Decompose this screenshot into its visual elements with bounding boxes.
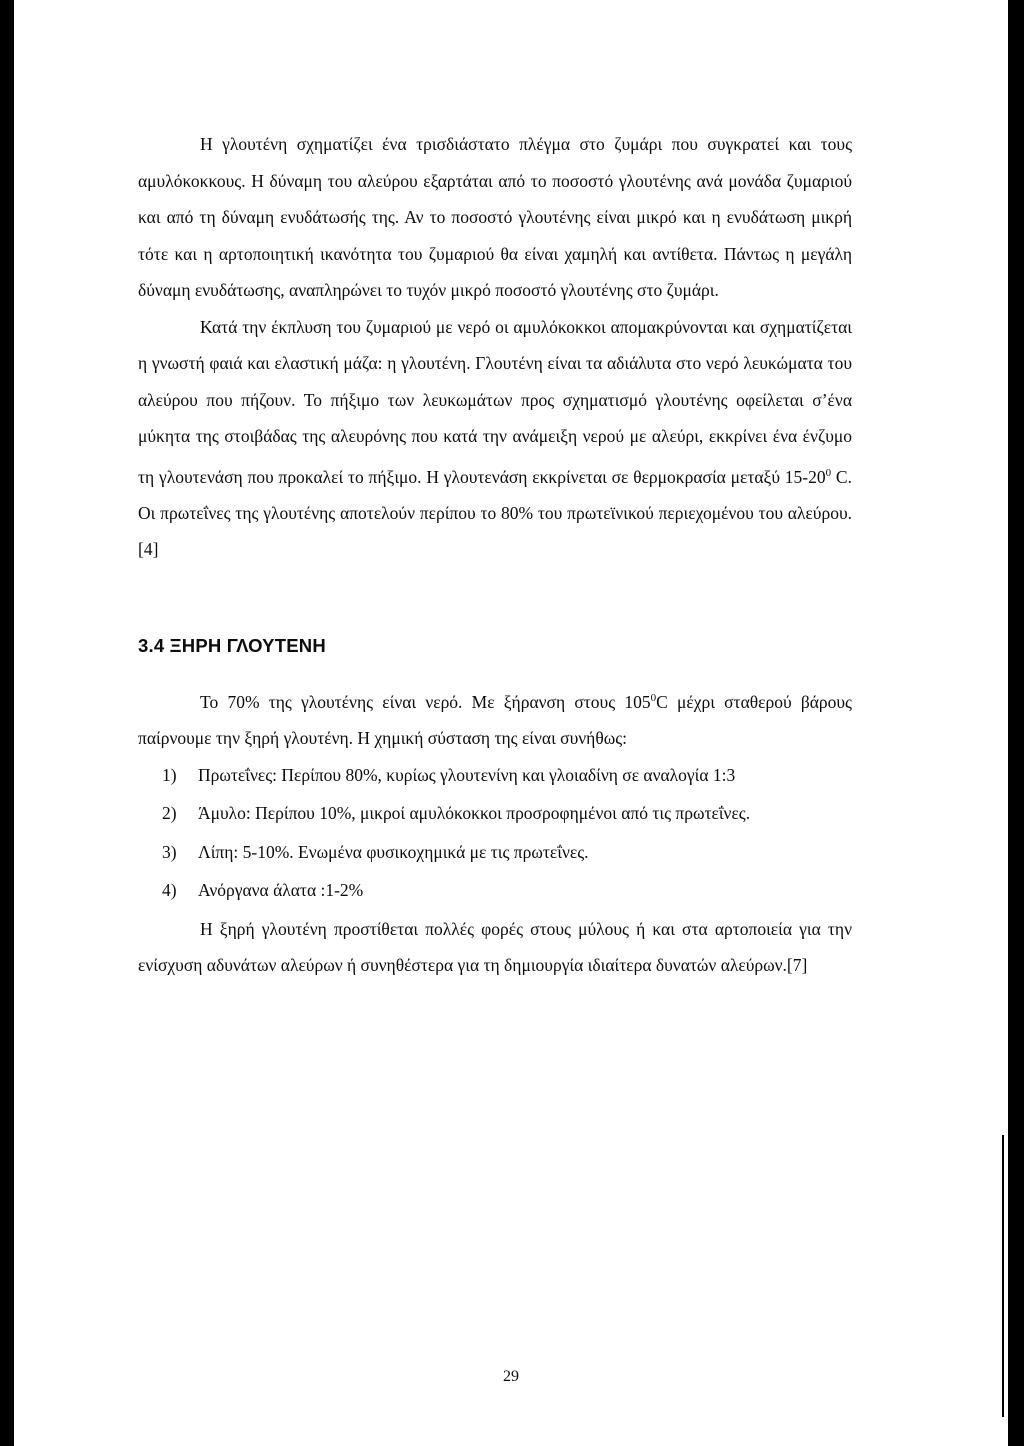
section-body [138, 680, 852, 984]
degree-superscript: 0 [650, 691, 657, 704]
list-item [138, 795, 852, 832]
list-item-number: 2) [162, 803, 177, 824]
document-page [14, 0, 1008, 1446]
paragraph-gluten-formation-text: Κατά την έκπλυση του ζυμαριού με νερό οι αμυλόκοκκοι απομακρύνονται και σχηματίζεται η γνωστή φαιά και ελαστική μάζα: η γλουτένη. Γλουτένη είναι τα αδιάλυτα στο νερό λευκώματα του αλεύρου που πήζουν. Το πήξιμο των λευκωμάτων προς σχηματισμό γλουτένης οφείλεται σ’ένα μύκητα της στοιβάδας της αλευρόνης που κατά την ανάμειξη νερού με αλεύρι, εκκρίνει ένα ένζυμο τη γλουτενάση που προκαλεί το πήξιμο. Η γλουτενάση εκκρίνεται σε θερμοκρασία μεταξύ 15-20 [138, 316, 852, 487]
paragraph-dry-gluten-intro [138, 680, 852, 757]
list-item [138, 834, 852, 871]
page-number: 29 [503, 1368, 519, 1385]
list-item-text: Ανόργανα άλατα :1-2% [198, 880, 364, 901]
degree-superscript: 0 [825, 466, 832, 479]
list-item-number: 3) [162, 841, 177, 862]
dry-gluten-intro-text: Το 70% της γλουτένης είναι νερό. Με ξήρανση στους 105 [200, 691, 651, 712]
paragraph-dry-gluten-usage: Η ξηρή γλουτένη προστίθεται πολλές φορές στους μύλους ή και στα αρτοποιεία για την ενίσχυση αδυνάτων αλεύρων ή συνηθέστερα για τη δημιουργία ιδιαίτερα δυνατών αλεύρων.[7] [138, 918, 852, 976]
list-item [138, 757, 852, 794]
paragraph-gluten-formation-text-end: C. Οι πρωτεΐνες της γλουτένης αποτελούν περίπου το 80% του πρωτεϊνικού περιεχομένου του αλεύρου. [4] [138, 466, 852, 560]
list-item-number: 4) [162, 880, 177, 901]
list-item [138, 872, 852, 909]
list-item-text: Πρωτεΐνες: Περίπου 80%, κυρίως γλουτενίνη και γλοιαδίνη σε αναλογία 1:3 [198, 764, 736, 785]
list-item-text: Άμυλο: Περίπου 10%, μικροί αμυλόκοκκοι προσροφημένοι από τις πρωτεΐνες. [198, 803, 751, 824]
composition-list [138, 757, 852, 909]
dry-gluten-intro-text-end: C μέχρι σταθερού βάρους παίρνουμε την ξηρή γλουτένη. Η χημική σύσταση της είναι συνήθως: [138, 691, 852, 749]
list-item-number: 1) [162, 764, 177, 785]
paragraph-gluten-network: Η γλουτένη σχηματίζει ένα τρισδιάστατο πλέγμα στο ζυμάρι που συγκρατεί και τους αμυλόκοκκους. Η δύναμη του αλεύρου εξαρτάται από το ποσοστό γλουτένης ανά μονάδα ζυμαριού και από τη δύναμη ενυδάτωσής της. Αν το ποσοστό γλουτένης είναι μικρό και η ενυδάτωση μικρή τότε και η αρτοποιητική ικανότητα του ζυμαριού θα είναι χαμηλή και αντίθετα. Πάντως η μεγάλη δύναμη ενυδάτωσης, αναπληρώνει το τυχόν μικρό ποσοστό γλουτένης στο ζυμάρι. [138, 134, 852, 300]
section-heading: 3.4 ΞΗΡΗ ΓΛΟΥΤΕΝΗ [138, 634, 326, 656]
margin-rule [1002, 1135, 1004, 1417]
paragraph-gluten-formation [138, 309, 852, 568]
page-content [138, 126, 852, 984]
list-item-text: Λίπη: 5-10%. Ενωμένα φυσικοχημικά με τις πρωτεΐνες. [198, 841, 589, 862]
